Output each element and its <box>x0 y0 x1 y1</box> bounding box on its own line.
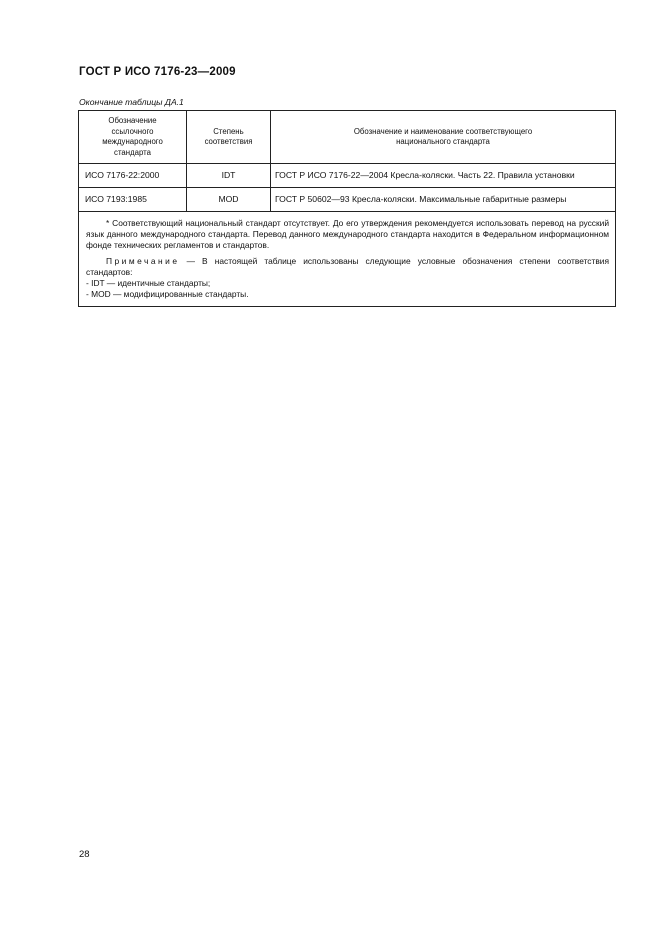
table-row <box>79 164 616 188</box>
note-text: — В настоящей таблице использованы следующие условные обозначения степени соответствия стандартов: <box>86 256 609 277</box>
document-header: ГОСТ Р ИСО 7176-23—2009 <box>79 66 236 78</box>
cell-intl-standard: ИСО 7176-22:2000 <box>79 164 187 188</box>
cell-national-standard: ГОСТ Р 50602—93 Кресла-коляски. Максимальные габаритные размеры <box>271 188 616 212</box>
table-notes <box>79 212 616 307</box>
cell-degree: IDT <box>187 164 271 188</box>
note-label: Примечание <box>106 256 180 266</box>
table-caption: Окончание таблицы ДА.1 <box>79 97 184 107</box>
legend-item-idt: - IDT — идентичные стандарты; <box>86 278 211 288</box>
table-header-row <box>79 111 616 164</box>
table-notes-row <box>79 212 616 307</box>
column-header-national-standard: Обозначение и наименование соответствующего национального стандарта <box>271 111 616 164</box>
footnote: * Соответствующий национальный стандарт отсутствует. До его утверждения рекомендуется использовать перевод на русский язык данного международного стандарта. Перевод данного международного стандарта находится в Федеральном информационном фонде технических регламентов и стандартов. <box>86 218 609 250</box>
table-row <box>79 188 616 212</box>
correspondence-table <box>78 110 616 307</box>
page-number: 28 <box>79 849 90 860</box>
column-header-degree: Степень соответствия <box>187 111 271 164</box>
column-header-intl-standard: Обозначение ссылочного международного стандарта <box>79 111 187 164</box>
note-paragraph <box>86 256 609 278</box>
legend-item-mod: - MOD — модифицированные стандарты. <box>86 289 249 299</box>
cell-national-standard: ГОСТ Р ИСО 7176-22—2004 Кресла-коляски. Часть 22. Правила установки <box>271 164 616 188</box>
cell-intl-standard: ИСО 7193:1985 <box>79 188 187 212</box>
cell-degree: MOD <box>187 188 271 212</box>
